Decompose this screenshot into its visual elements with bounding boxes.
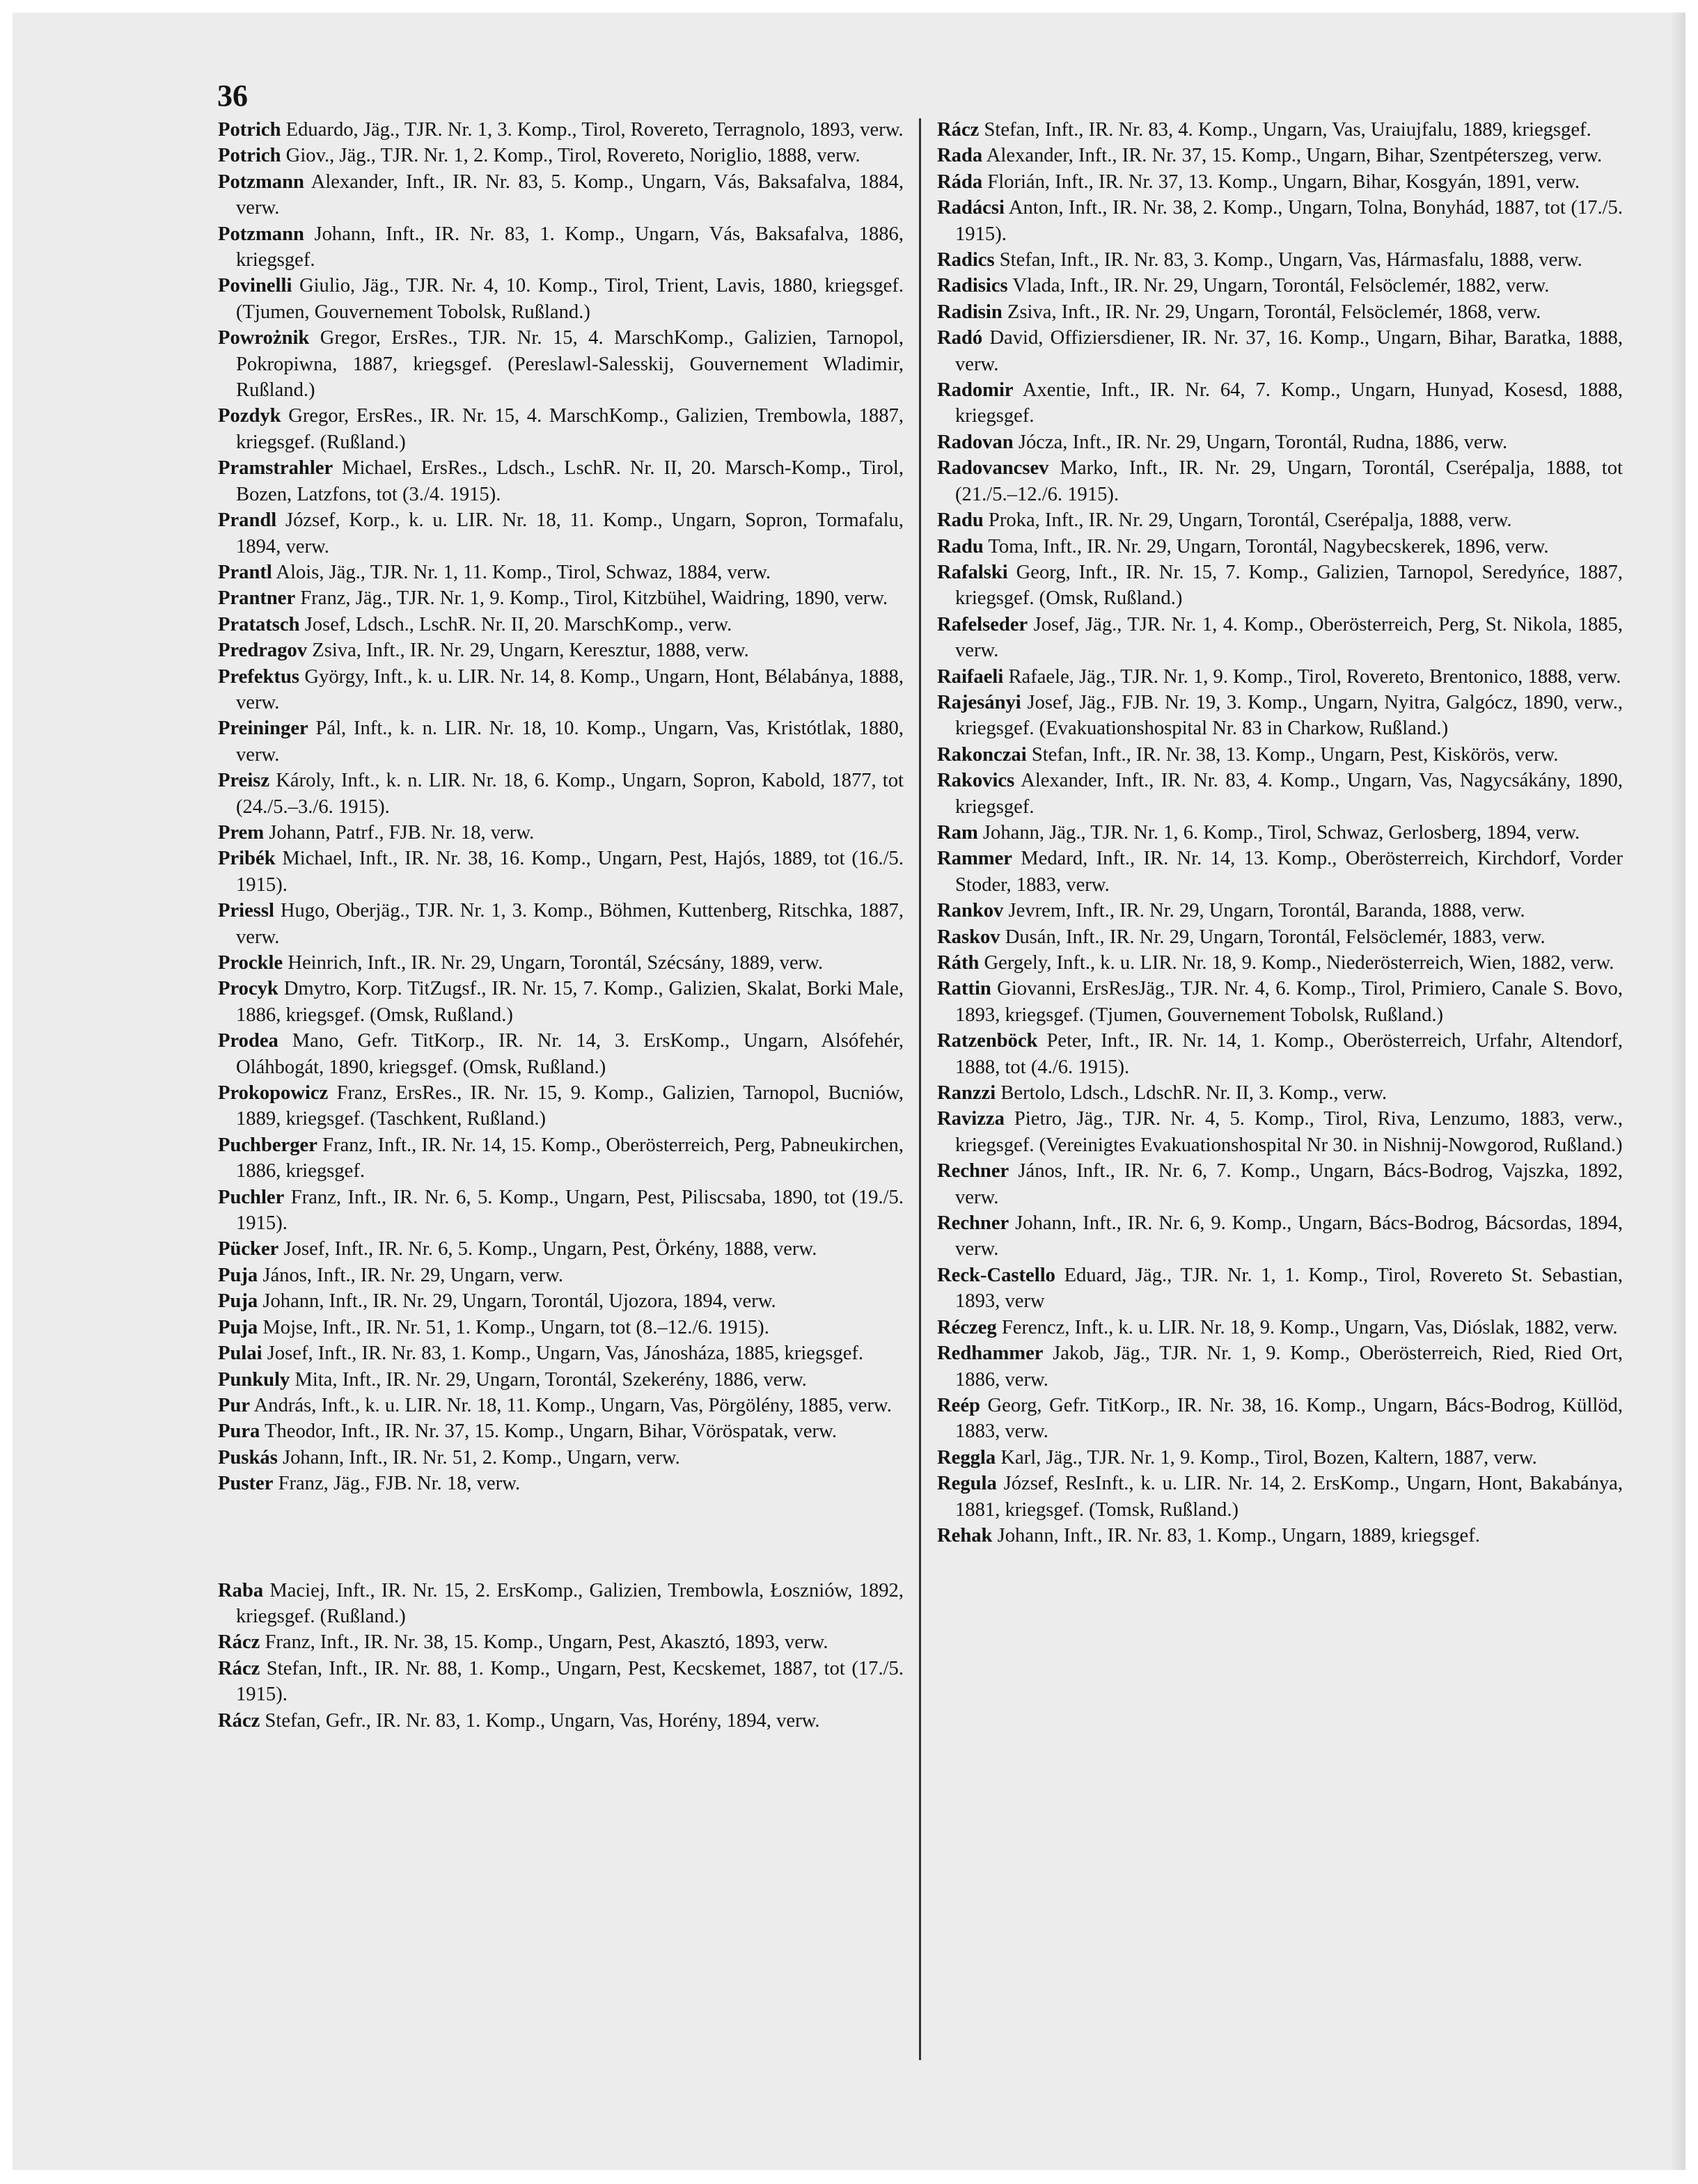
entry-details: Josef, Jäg., FJB. Nr. 19, 3. Komp., Ungarn, Nyitra, Galgócz, 1890, verw., kriegsgef. (Evakuationshospital Nr. 83 in Charkow, Rußland.) <box>955 691 1623 740</box>
list-entry <box>937 195 1623 247</box>
entry-details: Dusán, Inft., IR. Nr. 29, Ungarn, Torontál, Felsöclemér, 1883, verw. <box>1005 926 1546 948</box>
list-entry <box>218 1185 904 1237</box>
list-entry <box>218 455 904 507</box>
entry-details: Franz, Jäg., TJR. Nr. 1, 9. Komp., Tirol, Kitzbühel, Waidring, 1890, verw. <box>300 587 888 610</box>
page <box>13 13 1683 2170</box>
list-entry <box>937 1471 1623 1523</box>
entry-details: Franz, Inft., IR. Nr. 38, 15. Komp., Ungarn, Pest, Akasztó, 1893, verw. <box>265 1631 828 1654</box>
section-gap <box>218 1497 904 1578</box>
list-entry <box>218 273 904 325</box>
entry-surname: Puchler <box>218 1186 285 1208</box>
entry-details: Mano, Gefr. TitKorp., IR. Nr. 14, 3. ErsKomp., Ungarn, Alsófehér, Oláhbogát, 1890, kriegsgef. (Omsk, Rußland.) <box>236 1030 904 1078</box>
list-entry <box>218 403 904 455</box>
list-entry <box>937 1158 1623 1210</box>
entry-details: Mita, Inft., IR. Nr. 29, Ungarn, Torontál, Szekerény, 1886, verw. <box>294 1368 807 1391</box>
entry-details: Vlada, Inft., IR. Nr. 29, Ungarn, Torontál, Felsöclemér, 1882, verw. <box>1012 275 1550 297</box>
list-entry <box>218 1393 904 1418</box>
entry-surname: Radu <box>937 509 984 532</box>
entry-surname: Rácz <box>218 1657 260 1679</box>
entry-details: János, Inft., IR. Nr. 29, Ungarn, verw. <box>262 1264 564 1286</box>
list-entry <box>937 924 1623 950</box>
entry-details: Mojse, Inft., IR. Nr. 51, 1. Komp., Ungarn, tot (8.–12./6. 1915). <box>262 1316 769 1338</box>
entry-details: Marko, Inft., IR. Nr. 29, Ungarn, Torontál, Cserépalja, 1888, tot (21./5.–12./6. 1915). <box>955 457 1623 505</box>
entry-details: Johann, Inft., IR. Nr. 6, 9. Komp., Ungarn, Bács-Bodrog, Bácsordas, 1894, verw. <box>955 1212 1623 1260</box>
entry-surname: Radisics <box>937 275 1008 297</box>
entry-details: Giovanni, ErsResJäg., TJR. Nr. 4, 6. Komp., Tirol, Primiero, Canale S. Bovo, 1893, kriegsgef. (Tjumen, Gouvernement Tobolsk, Rußland.) <box>955 978 1623 1026</box>
entry-surname: Pücker <box>218 1238 279 1260</box>
entry-surname: Preisz <box>218 770 270 792</box>
entry-surname: Rankov <box>937 900 1004 922</box>
list-entry <box>218 768 904 820</box>
entry-details: Jakob, Jäg., TJR. Nr. 1, 9. Komp., Oberösterreich, Ried, Ried Ort, 1886, verw. <box>955 1343 1623 1391</box>
entry-surname: Pribék <box>218 848 276 870</box>
list-entry <box>218 221 904 274</box>
entry-surname: Rehak <box>937 1524 993 1546</box>
list-entry <box>937 898 1623 924</box>
entry-surname: Prantl <box>218 561 272 583</box>
list-entry <box>937 1106 1623 1158</box>
entry-surname: Priessl <box>218 900 274 922</box>
entry-surname: Pur <box>218 1394 251 1416</box>
list-entry <box>218 1288 904 1314</box>
entry-surname: Puja <box>218 1264 258 1286</box>
list-entry <box>218 1263 904 1288</box>
entry-surname: Pozdyk <box>218 405 281 427</box>
entry-details: Giulio, Jäg., TJR. Nr. 4, 10. Komp., Tirol, Trient, Lavis, 1880, kriegsgef. (Tjumen, Gouvernement Tobolsk, Rußland.) <box>236 275 904 323</box>
list-entry <box>937 664 1623 690</box>
entry-surname: Rafalski <box>937 561 1008 583</box>
right-column <box>937 117 1623 1549</box>
list-entry <box>218 1445 904 1471</box>
entry-details: Jevrem, Inft., IR. Nr. 29, Ungarn, Torontál, Baranda, 1888, verw. <box>1008 900 1525 922</box>
entry-details: Maciej, Inft., IR. Nr. 15, 2. ErsKomp., Galizien, Trembowla, Łoszniów, 1892, kriegsgef. (Rußland.) <box>236 1579 904 1627</box>
entry-details: Peter, Inft., IR. Nr. 14, 1. Komp., Oberösterreich, Urfahr, Altendorf, 1888, tot (4./6. 1915). <box>955 1030 1623 1078</box>
entry-surname: Rechner <box>937 1212 1009 1235</box>
entry-surname: Ram <box>937 821 978 844</box>
list-entry <box>218 898 904 950</box>
entry-surname: Radu <box>937 535 984 557</box>
entry-details: Heinrich, Inft., IR. Nr. 29, Ungarn, Torontál, Szécsány, 1889, verw. <box>288 952 824 974</box>
entry-surname: Reggla <box>937 1446 996 1469</box>
entry-surname: Prem <box>218 821 265 844</box>
list-entry <box>218 1028 904 1080</box>
entry-surname: Rácz <box>218 1631 260 1654</box>
list-entry <box>937 1393 1623 1445</box>
entry-surname: Ráda <box>937 171 983 193</box>
entry-details: Hugo, Oberjäg., TJR. Nr. 1, 3. Komp., Böhmen, Kuttenberg, Ritschka, 1887, verw. <box>236 900 904 948</box>
entry-surname: Puja <box>218 1290 258 1313</box>
entry-surname: Puskás <box>218 1446 278 1469</box>
entry-surname: Prokopowicz <box>218 1082 329 1105</box>
entry-details: Alexander, Inft., IR. Nr. 37, 15. Komp., Ungarn, Bihar, Szentpéterszeg, verw. <box>986 145 1603 167</box>
list-entry <box>218 820 904 846</box>
entry-surname: Radics <box>937 249 995 271</box>
entry-details: Pietro, Jäg., TJR. Nr. 4, 5. Komp., Tirol, Riva, Lenzumo, 1883, verw., kriegsgef. (Vereinigtes Evakuationshospital Nr 30. in Nishnij-Nowgorod, Rußland.) <box>955 1108 1623 1156</box>
list-entry <box>218 664 904 716</box>
entry-surname: Radisin <box>937 301 1003 323</box>
entry-details: József, Korp., k. u. LIR. Nr. 18, 11. Komp., Ungarn, Sopron, Tormafalu, 1894, verw. <box>236 509 904 557</box>
entry-details: Franz, Jäg., FJB. Nr. 18, verw. <box>278 1473 521 1495</box>
list-entry <box>218 638 904 663</box>
list-entry <box>937 1315 1623 1340</box>
list-entry <box>937 612 1623 664</box>
list-entry <box>937 455 1623 507</box>
list-entry <box>218 976 904 1028</box>
entry-surname: Raskov <box>937 926 1000 948</box>
list-entry <box>218 560 904 585</box>
entry-surname: Radovancsev <box>937 457 1049 480</box>
entry-surname: Rafelseder <box>937 613 1028 635</box>
entry-surname: Reép <box>937 1394 980 1416</box>
entry-surname: Pratatsch <box>218 613 300 635</box>
list-entry <box>218 143 904 168</box>
entry-details: József, ResInft., k. u. LIR. Nr. 14, 2. ErsKomp., Ungarn, Hont, Bakabánya, 1881, kriegsgef. (Tomsk, Rußland.) <box>955 1473 1624 1521</box>
entry-surname: Potrich <box>218 119 281 141</box>
entry-surname: Puster <box>218 1473 274 1495</box>
list-entry <box>218 1578 904 1630</box>
entry-details: Florián, Inft., IR. Nr. 37, 13. Komp., Ungarn, Bihar, Kosgyán, 1891, verw. <box>987 171 1580 193</box>
entry-surname: Rammer <box>937 848 1012 870</box>
list-entry <box>937 247 1623 273</box>
list-entry <box>937 169 1623 195</box>
entry-details: Rafaele, Jäg., TJR. Nr. 1, 9. Komp., Tirol, Rovereto, Brentonico, 1888, verw. <box>1008 665 1621 688</box>
entry-surname: Pura <box>218 1421 260 1443</box>
entry-surname: Regula <box>937 1473 997 1495</box>
list-entry <box>218 1471 904 1496</box>
entry-surname: Reck-Castello <box>937 1264 1055 1286</box>
entry-surname: Potrich <box>218 145 281 167</box>
entry-surname: Powrożnik <box>218 327 310 349</box>
list-entry <box>937 742 1623 768</box>
list-entry <box>218 507 904 560</box>
entry-details: András, Inft., k. u. LIR. Nr. 18, 11. Komp., Ungarn, Vas, Pörgölény, 1885, verw. <box>253 1394 892 1416</box>
entry-details: Alexander, Inft., IR. Nr. 83, 4. Komp., Ungarn, Vas, Nagycsákány, 1890, kriegsgef. <box>955 770 1623 818</box>
entry-surname: Ravizza <box>937 1108 1005 1130</box>
entry-details: Gregor, ErsRes., TJR. Nr. 15, 4. MarschKomp., Galizien, Tarnopol, Pokropiwna, 1887, kriegsgef. (Pereslawl-Salesskij, Gouvernement Wladimir, Rußland.) <box>236 327 904 402</box>
entry-details: Franz, Inft., IR. Nr. 14, 15. Komp., Oberösterreich, Perg, Pabneukirchen, 1886, kriegsgef. <box>236 1134 904 1182</box>
entry-details: Ferencz, Inft., k. u. LIR. Nr. 18, 9. Komp., Ungarn, Vas, Dióslak, 1882, verw. <box>1001 1316 1618 1338</box>
list-entry <box>937 1445 1623 1471</box>
list-entry <box>218 1367 904 1393</box>
entry-surname: Rechner <box>937 1160 1009 1182</box>
entry-details: Toma, Inft., IR. Nr. 29, Ungarn, Torontál, Nagybecskerek, 1896, verw. <box>988 535 1549 557</box>
entry-details: Josef, Inft., IR. Nr. 6, 5. Komp., Ungarn, Pest, Örkény, 1888, verw. <box>283 1238 817 1260</box>
entry-surname: Puja <box>218 1316 258 1338</box>
list-entry <box>937 820 1623 846</box>
entry-surname: Povinelli <box>218 275 292 297</box>
entry-surname: Procyk <box>218 978 278 1000</box>
list-entry <box>218 1629 904 1655</box>
entry-details: Eduardo, Jäg., TJR. Nr. 1, 3. Komp., Tirol, Rovereto, Terragnolo, 1893, verw. <box>285 119 904 141</box>
entry-surname: Radácsi <box>937 197 1005 219</box>
entry-details: Stefan, Inft., IR. Nr. 83, 4. Komp., Ungarn, Vas, Uraiujfalu, 1889, kriegsgef. <box>984 119 1591 141</box>
entry-details: Giov., Jäg., TJR. Nr. 1, 2. Komp., Tirol, Rovereto, Noriglio, 1888, verw. <box>285 145 860 167</box>
entry-details: Josef, Ldsch., LschR. Nr. II, 20. MarschKomp., verw. <box>304 613 732 635</box>
entry-surname: Potzmann <box>218 223 304 245</box>
entry-surname: Prockle <box>218 952 283 974</box>
entry-details: Gregor, ErsRes., IR. Nr. 15, 4. MarschKomp., Galizien, Trembowla, 1887, kriegsgef. (Rußland.) <box>236 405 904 453</box>
entry-surname: Raba <box>218 1579 264 1601</box>
list-entry <box>218 585 904 611</box>
list-entry <box>218 1236 904 1262</box>
list-entry <box>937 273 1623 299</box>
list-entry <box>937 377 1623 429</box>
entry-details: Franz, Inft., IR. Nr. 6, 5. Komp., Ungarn, Pest, Piliscsaba, 1890, tot (19./5. 1915). <box>236 1186 904 1235</box>
list-entry <box>937 768 1623 820</box>
entry-surname: Prodea <box>218 1030 278 1052</box>
entry-surname: Prandl <box>218 509 277 532</box>
entry-details: Stefan, Gefr., IR. Nr. 83, 1. Komp., Ungarn, Vas, Horény, 1894, verw. <box>265 1709 820 1732</box>
list-entry <box>937 690 1623 742</box>
entry-surname: Raifaeli <box>937 665 1004 688</box>
page-number: 36 <box>217 79 248 113</box>
entry-details: Proka, Inft., IR. Nr. 29, Ungarn, Torontál, Cserépalja, 1888, verw. <box>988 509 1512 532</box>
entry-details: Zsiva, Inft., IR. Nr. 29, Ungarn, Keresztur, 1888, verw. <box>312 640 749 662</box>
entry-details: Axentie, Inft., IR. Nr. 64, 7. Komp., Ungarn, Hunyad, Kosesd, 1888, kriegsgef. <box>955 379 1623 427</box>
entry-details: Anton, Inft., IR. Nr. 38, 2. Komp., Ungarn, Tolna, Bonyhád, 1887, tot (17./5. 1915). <box>955 197 1623 245</box>
list-entry <box>218 1340 904 1366</box>
list-entry <box>218 325 904 403</box>
page-edge <box>1670 13 1685 2170</box>
list-entry <box>218 846 904 898</box>
list-entry <box>937 325 1623 377</box>
entry-details: Stefan, Inft., IR. Nr. 83, 3. Komp., Ungarn, Vas, Hármasfalu, 1888, verw. <box>999 249 1582 271</box>
column-divider <box>919 118 921 2060</box>
list-entry <box>218 1315 904 1340</box>
entry-details: Stefan, Inft., IR. Nr. 38, 13. Komp., Ungarn, Pest, Kiskörös, verw. <box>1031 743 1559 766</box>
list-entry <box>937 976 1623 1028</box>
list-entry <box>218 1080 904 1132</box>
list-entry <box>218 1132 904 1185</box>
entry-details: Theodor, Inft., IR. Nr. 37, 15. Komp., Ungarn, Bihar, Vöröspatak, verw. <box>265 1421 838 1443</box>
entry-surname: Potzmann <box>218 171 304 193</box>
entry-details: Medard, Inft., IR. Nr. 14, 13. Komp., Oberösterreich, Kirchdorf, Vorder Stoder, 1883, verw. <box>955 848 1623 896</box>
entry-surname: Ranzzi <box>937 1082 996 1105</box>
entry-details: Pál, Inft., k. n. LIR. Nr. 18, 10. Komp., Ungarn, Vas, Kristótlak, 1880, verw. <box>236 718 904 766</box>
list-entry <box>937 1523 1623 1549</box>
entry-surname: Pramstrahler <box>218 457 333 480</box>
entry-details: Stefan, Inft., IR. Nr. 88, 1. Komp., Ungarn, Pest, Kecskemet, 1887, tot (17./5. 1915). <box>236 1657 904 1706</box>
list-entry <box>937 1263 1623 1315</box>
entry-surname: Rattin <box>937 978 991 1000</box>
entry-details: Zsiva, Inft., IR. Nr. 29, Ungarn, Torontál, Felsöclemér, 1868, verw. <box>1007 301 1541 323</box>
entry-surname: Puchberger <box>218 1134 317 1156</box>
entry-surname: Preininger <box>218 718 308 740</box>
entry-details: Johann, Jäg., TJR. Nr. 1, 6. Komp., Tirol, Schwaz, Gerlosberg, 1894, verw. <box>982 821 1580 844</box>
entry-details: Alexander, Inft., IR. Nr. 83, 5. Komp., Ungarn, Vás, Baksafalva, 1884, verw. <box>236 171 904 219</box>
entry-surname: Rácz <box>218 1709 260 1732</box>
entry-surname: Rakonczai <box>937 743 1027 766</box>
entry-details: Franz, ErsRes., IR. Nr. 15, 9. Komp., Galizien, Tarnopol, Bucniów, 1889, kriegsgef. (Taschkent, Rußland.) <box>236 1082 904 1130</box>
entry-surname: Radó <box>937 327 983 349</box>
entry-details: Johann, Inft., IR. Nr. 83, 1. Komp., Ungarn, Vás, Baksafalva, 1886, kriegsgef. <box>236 223 904 271</box>
entry-surname: Pulai <box>218 1343 262 1365</box>
entry-surname: Punkuly <box>218 1368 290 1391</box>
entry-details: Johann, Inft., IR. Nr. 51, 2. Komp., Ungarn, verw. <box>282 1446 680 1469</box>
list-entry <box>218 950 904 976</box>
list-entry <box>937 507 1623 533</box>
list-entry <box>937 1080 1623 1106</box>
entry-details: Josef, Jäg., TJR. Nr. 1, 4. Komp., Oberösterreich, Perg, St. Nikola, 1885, verw. <box>955 613 1623 662</box>
entry-surname: Prefektus <box>218 665 299 688</box>
left-column <box>218 117 904 1734</box>
entry-surname: Prantner <box>218 587 296 610</box>
list-entry <box>218 1418 904 1444</box>
entry-surname: Ráth <box>937 952 980 974</box>
entry-details: Michael, Inft., IR. Nr. 38, 16. Komp., Ungarn, Pest, Hajós, 1889, tot (16./5. 1915). <box>236 848 904 896</box>
entry-surname: Radovan <box>937 431 1014 453</box>
entry-surname: Predragov <box>218 640 308 662</box>
list-entry <box>937 1340 1623 1393</box>
list-entry <box>218 117 904 143</box>
list-entry <box>218 715 904 768</box>
list-entry <box>218 1708 904 1734</box>
entry-details: Alois, Jäg., TJR. Nr. 1, 11. Komp., Tirol, Schwaz, 1884, verw. <box>276 561 771 583</box>
entry-surname: Ratzenböck <box>937 1030 1038 1052</box>
list-entry <box>937 846 1623 898</box>
list-entry <box>937 299 1623 325</box>
entry-details: Károly, Inft., k. n. LIR. Nr. 18, 6. Komp., Ungarn, Sopron, Kabold, 1877, tot (24./5.–3./6. 1915). <box>236 770 904 818</box>
entry-details: Michael, ErsRes., Ldsch., LschR. Nr. II, 20. Marsch-Komp., Tirol, Bozen, Latzfons, tot (3./4. 1915). <box>236 457 904 505</box>
list-entry <box>937 560 1623 612</box>
entry-details: György, Inft., k. u. LIR. Nr. 14, 8. Komp., Ungarn, Hont, Bélabánya, 1888, verw. <box>236 665 904 713</box>
entry-surname: Redhammer <box>937 1343 1044 1365</box>
entry-details: Josef, Inft., IR. Nr. 83, 1. Komp., Ungarn, Vas, Jánosháza, 1885, kriegsgef. <box>267 1343 864 1365</box>
list-entry <box>218 1656 904 1708</box>
entry-surname: Rakovics <box>937 770 1015 792</box>
entry-surname: Radomir <box>937 379 1014 402</box>
entry-details: Johann, Inft., IR. Nr. 83, 1. Komp., Ungarn, 1889, kriegsgef. <box>997 1524 1480 1546</box>
list-entry <box>937 1028 1623 1080</box>
entry-details: János, Inft., IR. Nr. 6, 7. Komp., Ungarn, Bács-Bodrog, Vajszka, 1892, verw. <box>955 1160 1623 1208</box>
entry-details: Dmytro, Korp. TitZugsf., IR. Nr. 15, 7. Komp., Galizien, Skalat, Borki Male, 1886, kriegsgef. (Omsk, Rußland.) <box>236 978 904 1026</box>
list-entry <box>937 117 1623 143</box>
list-entry <box>937 950 1623 976</box>
entry-details: Johann, Patrf., FJB. Nr. 18, verw. <box>269 821 535 844</box>
entry-surname: Rácz <box>937 119 980 141</box>
list-entry <box>937 534 1623 560</box>
entry-details: Karl, Jäg., TJR. Nr. 1, 9. Komp., Tirol, Bozen, Kaltern, 1887, verw. <box>1000 1446 1537 1469</box>
entry-surname: Rada <box>937 145 983 167</box>
entry-details: Georg, Gefr. TitKorp., IR. Nr. 38, 16. Komp., Ungarn, Bács-Bodrog, Küllöd, 1883, verw. <box>955 1394 1624 1443</box>
entry-details: Eduard, Jäg., TJR. Nr. 1, 1. Komp., Tirol, Rovereto St. Sebastian, 1893, verw <box>955 1264 1623 1313</box>
entry-surname: Réczeg <box>937 1316 997 1338</box>
list-entry <box>218 612 904 638</box>
entry-details: Johann, Inft., IR. Nr. 29, Ungarn, Torontál, Ujozora, 1894, verw. <box>262 1290 776 1313</box>
entry-details: Georg, Inft., IR. Nr. 15, 7. Komp., Galizien, Tarnopol, Seredyńce, 1887, kriegsgef. (Omsk, Rußland.) <box>955 561 1623 610</box>
list-entry <box>937 143 1623 168</box>
entry-details: Jócza, Inft., IR. Nr. 29, Ungarn, Torontál, Rudna, 1886, verw. <box>1018 431 1508 453</box>
entry-surname: Rajesányi <box>937 691 1021 713</box>
list-entry <box>937 429 1623 455</box>
list-entry <box>937 1210 1623 1263</box>
entry-details: Gergely, Inft., k. u. LIR. Nr. 18, 9. Komp., Niederösterreich, Wien, 1882, verw. <box>984 952 1614 974</box>
list-entry <box>218 169 904 221</box>
entry-details: David, Offiziersdiener, IR. Nr. 37, 16. Komp., Ungarn, Bihar, Baratka, 1888, verw. <box>955 327 1623 375</box>
entry-details: Bertolo, Ldsch., LdschR. Nr. II, 3. Komp., verw. <box>1000 1082 1388 1105</box>
